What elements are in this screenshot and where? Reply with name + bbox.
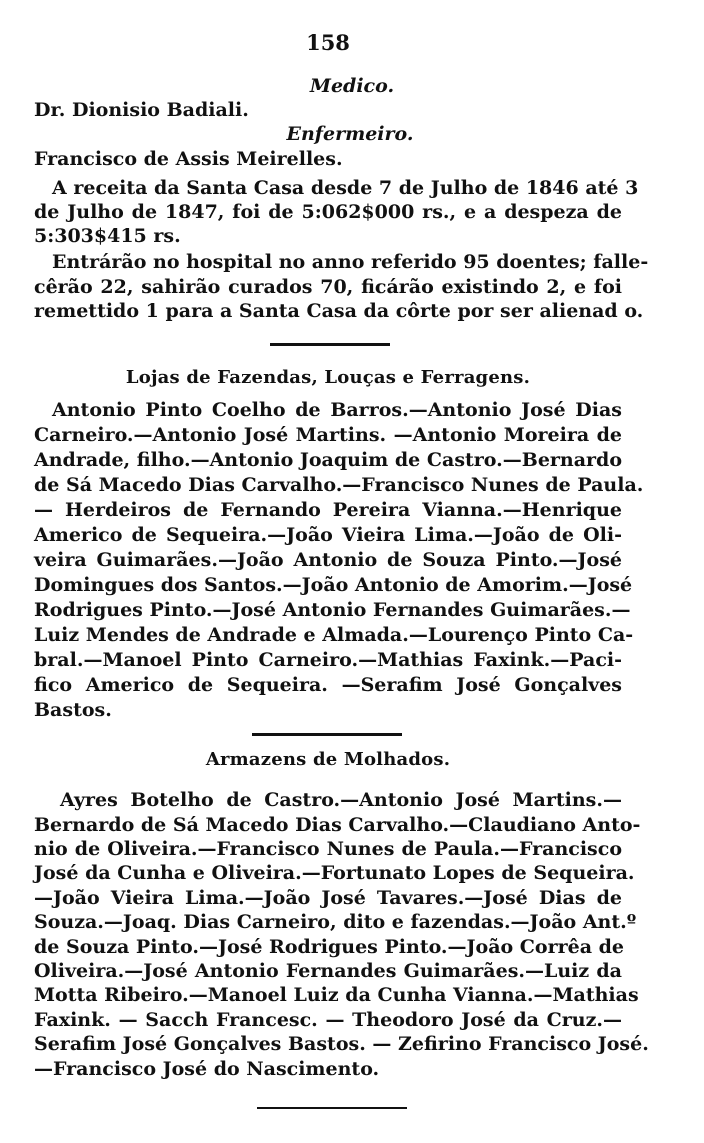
section-line: Motta Ribeiro.—Manoel Luiz da Cunha Vianna.—Mathias (34, 984, 639, 1006)
section-line: Americo de Sequeira.—João Vieira Lima.—João de Oli- (34, 524, 622, 546)
divider-rule (270, 343, 390, 346)
section-title: Armazens de Molhados. (205, 749, 451, 770)
paragraph-line: Entrárão no hospital no anno referido 95 doentes; falle- (52, 251, 649, 273)
paragraph-line: de Julho de 1847, foi de 5:062$000 rs., e a despeza de (34, 201, 622, 223)
section-line: Souza.—Joaq. Dias Carneiro, dito e fazendas.—João Ant.º (34, 911, 637, 933)
section-line: José da Cunha e Oliveira.—Fortunato Lopes de Sequeira. (34, 862, 635, 884)
section-line: Antonio Pinto Coelho de Barros.—Antonio José Dias (52, 399, 622, 421)
page-number: 158 (306, 30, 350, 55)
section-line: —João Vieira Lima.—João José Tavares.—José Dias de (34, 887, 622, 909)
book-page (34, 30, 649, 1120)
heading-enfermeiro: Enfermeiro. (286, 123, 414, 145)
divider-rule (257, 1107, 407, 1109)
section-line: Domingues dos Santos.—João Antonio de Amorim.—José (34, 574, 633, 596)
heading-medico: Medico. (309, 75, 395, 97)
section-line: Ayres Botelho de Castro.—Antonio José Martins.— (60, 789, 622, 811)
paragraph-line: 5:303$415 rs. (34, 225, 181, 247)
section-line: Carneiro.—Antonio José Martins. —Antonio Moreira de (34, 424, 622, 446)
section-line: de Sá Macedo Dias Carvalho.—Francisco Nunes de Paula. (34, 474, 644, 496)
section-line: Rodrigues Pinto.—José Antonio Fernandes Guimarães.— (34, 599, 631, 621)
section-line: Bernardo de Sá Macedo Dias Carvalho.—Claudiano Anto- (34, 814, 641, 836)
section-line: nio de Oliveira.—Francisco Nunes de Paula.—Francisco (34, 838, 622, 860)
name-enfermeiro: Francisco de Assis Meirelles. (34, 148, 343, 170)
section-title: Lojas de Fazendas, Louças e Ferragens. (125, 367, 531, 388)
section-line: fico Americo de Sequeira. —Serafim José Gonçalves (34, 674, 622, 696)
section-line: bral.—Manoel Pinto Carneiro.—Mathias Faxink.—Paci- (34, 649, 622, 671)
section-line: — Herdeiros de Fernando Pereira Vianna.—Henrique (34, 499, 622, 521)
name-medico: Dr. Dionisio Badiali. (34, 99, 249, 121)
section-line: Serafim José Gonçalves Bastos. — Zefirino Francisco José. (34, 1033, 649, 1055)
section-line: Andrade, filho.—Antonio Joaquim de Castro.—Bernardo (34, 449, 623, 471)
divider-rule (252, 733, 402, 736)
paragraph-line: A receita da Santa Casa desde 7 de Julho de 1846 até 3 (52, 177, 639, 199)
section-line: veira Guimarães.—João Antonio de Souza Pinto.—José (34, 549, 622, 571)
section-line: de Souza Pinto.—José Rodrigues Pinto.—João Corrêa de (34, 936, 625, 958)
section-line: Luiz Mendes de Andrade e Almada.—Lourenço Pinto Ca- (34, 624, 634, 646)
section-line: Faxink. — Sacch Francesc. — Theodoro José da Cruz.— (34, 1009, 622, 1031)
section-line: Bastos. (34, 699, 112, 721)
paragraph-line: remettido 1 para a Santa Casa da côrte por ser alienad o. (34, 300, 644, 322)
section-line: Oliveira.—José Antonio Fernandes Guimarães.—Luiz da (34, 960, 622, 982)
section-line: —Francisco José do Nascimento. (34, 1058, 380, 1080)
paragraph-line: cêrão 22, sahirão curados 70, ficárão existindo 2, e foi (34, 276, 622, 298)
